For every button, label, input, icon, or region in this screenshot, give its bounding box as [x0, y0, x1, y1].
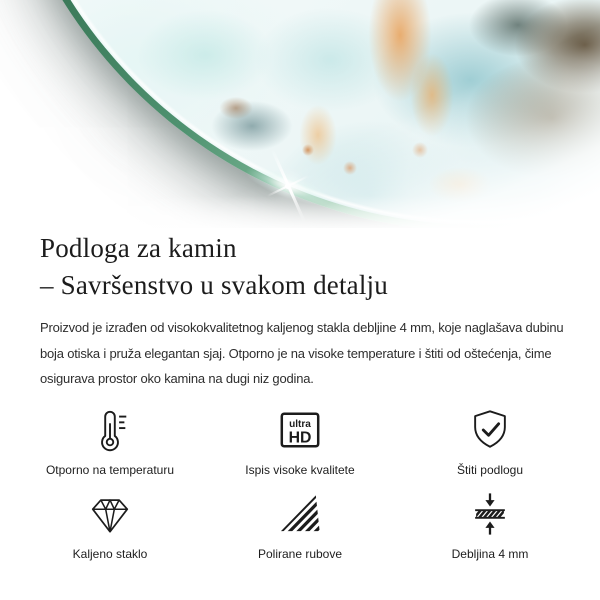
feature-label: Otporno na temperaturu: [45, 462, 175, 477]
product-hero-image: [0, 0, 600, 228]
page-title-line2: – Savršenstvo u svakom detalju: [40, 270, 388, 300]
feature-polished-edges: [205, 490, 395, 562]
feature-label: Štiti podlogu: [456, 462, 524, 477]
thermometer-icon: [87, 406, 133, 454]
feature-protects: [395, 406, 585, 478]
page-title-line1: Podloga za kamin: [40, 233, 237, 263]
feature-thickness: [395, 490, 585, 562]
description-line: Proizvod je izrađen od visokokvalitetnog kaljenog stakla debljine 4 mm, koje naglašava dubinu: [40, 320, 564, 335]
feature-label: Ispis visoke kvalitete: [245, 462, 355, 477]
feature-label: Debljina 4 mm: [451, 546, 529, 561]
shield-check-icon: [467, 406, 513, 454]
feature-label: Polirane rubove: [257, 546, 343, 561]
svg-text:HD: HD: [288, 428, 312, 446]
product-description: [40, 315, 600, 392]
description-line: osigurava prostor oko kamina na dugi niz godina.: [40, 371, 314, 386]
polished-edges-icon: [277, 490, 323, 538]
feature-tempered-glass: [15, 490, 205, 562]
svg-text:ultra: ultra: [289, 418, 311, 430]
ultra-hd-icon: [277, 406, 323, 454]
thickness-icon: [467, 490, 513, 538]
description-line: boja otiska i pruža elegantan sjaj. Otporno je na visoke temperature i štiti od oštećenja, čime: [40, 345, 552, 361]
diamond-icon: [87, 490, 133, 538]
feature-temperature: [15, 406, 205, 478]
page-title: [40, 230, 600, 304]
feature-label: Kaljeno staklo: [72, 546, 148, 561]
feature-print-quality: [205, 406, 395, 478]
feature-grid: [15, 406, 585, 562]
